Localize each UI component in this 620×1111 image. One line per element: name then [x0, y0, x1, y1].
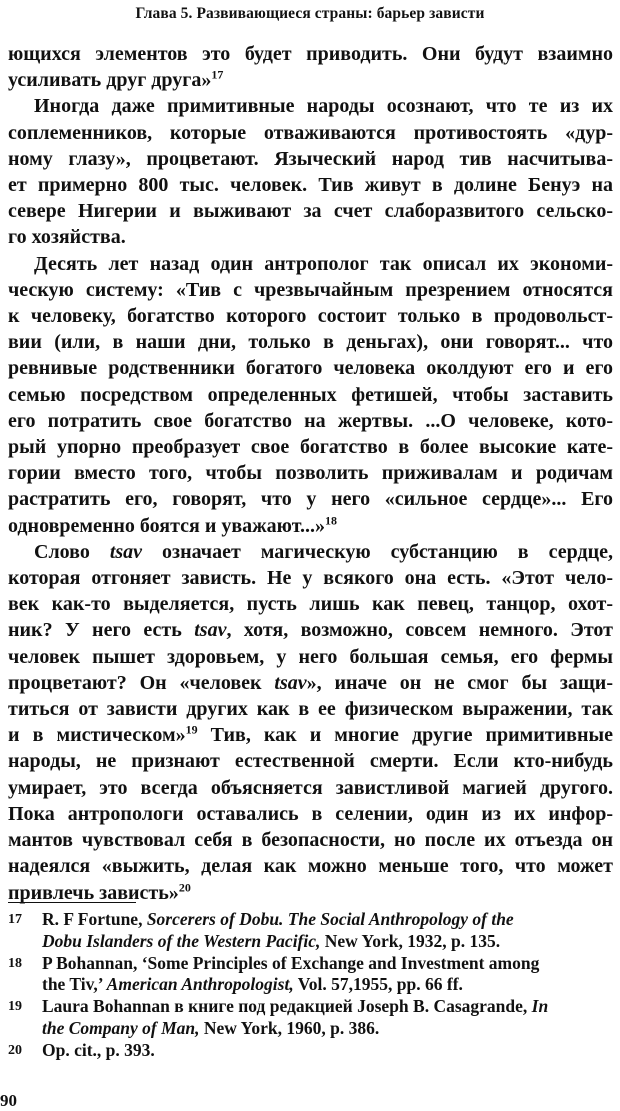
body-line-text: », иначе он не смог бы защи-: [306, 671, 613, 694]
body-line: титься от зависти других как в ее физическом выражении, так: [8, 698, 613, 721]
footnote-number: 20: [8, 1042, 22, 1058]
body-line-text: Слово: [34, 540, 110, 563]
page-number: 90: [0, 1091, 17, 1110]
body-line: [8, 670, 613, 696]
italic-term: tsav: [274, 671, 307, 694]
body-line: семью посредством определенных фетишей, чтобы заставить: [8, 383, 613, 406]
body-text: [8, 41, 613, 906]
body-line: народы, не признают естественной смерти. Если кто-нибудь: [8, 750, 613, 773]
footnote-ref-18: 18: [325, 513, 338, 527]
footnote-title: Sorcerers of Dobu. The Social Anthropology of the: [146, 909, 514, 929]
footnote-title: the Company of Man,: [42, 1017, 200, 1038]
body-line: [8, 513, 613, 539]
footnote-line: P Bohannan, ‘Some Principles of Exchange and Investment among: [42, 952, 540, 973]
footnote-line: [42, 1018, 613, 1040]
footnote-text: New York, 1932, p. 135.: [320, 930, 501, 951]
footnote-text: New York, 1960, p. 386.: [199, 1017, 380, 1038]
body-line: ревнивые родственники богатого человека околдуют его и его: [8, 357, 613, 380]
body-line: к человеку, богатство которого состоит только в продовольст-: [8, 305, 613, 328]
italic-term: tsav: [109, 540, 143, 563]
footnote-text: R. F Fortune,: [42, 909, 147, 929]
body-line: севере Нигерии и выживают за счет слаборазвитого сельско-: [8, 200, 613, 223]
body-line: Иногда даже примитивные народы осознают, что те из их: [34, 95, 613, 118]
footnote-19: [8, 996, 613, 1040]
footnote-number: 19: [8, 999, 22, 1015]
body-line: Пока антропологи оставались в селении, один из их инфор-: [8, 802, 613, 825]
footnote-line: [42, 974, 613, 996]
body-line: умирает, это всегда объясняется завистливой магией другого.: [8, 776, 613, 799]
footnote-title: In: [531, 996, 549, 1017]
body-line-text: усиливать друг друга»: [8, 69, 212, 92]
body-line: соплеменников, которые отваживаются противостоять «дур-: [8, 121, 613, 144]
footnote-line: [42, 909, 613, 931]
footnote-ref-20: 20: [178, 879, 191, 894]
footnotes: [8, 909, 613, 1062]
body-line-text: означает магическую субстанцию в сердце,: [142, 540, 613, 563]
running-head: Глава 5. Развивающиеся страны: барьер зависти: [135, 5, 485, 22]
body-line: которая отгоняет зависть. Не у всякого она есть. «Этот чело-: [8, 567, 613, 590]
body-line: ному глазу», процветают. Языческий народ тив насчитыва-: [8, 147, 613, 170]
body-line: рый упорно преобразует свое богатство в более высокие кате-: [8, 436, 613, 459]
body-line: ческую систему: «Тив с чрезвычайным презрением относятся: [8, 278, 613, 301]
body-line: [8, 67, 613, 93]
footnote-17: [8, 909, 613, 953]
body-line: человек пышет здоровьем, у него большая семья, его фермы: [8, 645, 613, 668]
body-line-text: Тив, как и многие другие примитивные: [197, 724, 613, 747]
footnote-text: Vol. 57,1955, pp. 66 ff.: [293, 974, 463, 995]
footnote-title: Dobu Islanders of the Western Pacific,: [42, 930, 321, 951]
footnote-ref-17: 17: [211, 67, 224, 82]
italic-term: tsav: [194, 619, 227, 642]
body-line: век как-то выделяется, пусть лишь как певец, танцор, охот-: [8, 593, 613, 616]
footnote-line: [42, 931, 613, 953]
footnote-18: [8, 953, 613, 997]
footnote-number: 17: [8, 912, 22, 927]
body-line: вии (или, в наши дни, только в деньгах), они говорят... что: [8, 331, 613, 354]
footnote-line: Op. cit., p. 393.: [42, 1039, 155, 1060]
body-line-text: ник? У него есть: [8, 619, 195, 642]
body-line: ющихся элементов это будет приводить. Они будут взаимно: [8, 43, 613, 65]
body-line-text: привлечь зависть»: [8, 881, 179, 904]
body-line-text: процветают? Он «человек: [8, 671, 275, 694]
body-line-text: и в мистическом»: [8, 724, 186, 747]
footnote-divider: [8, 902, 136, 903]
footnote-title: American Anthropologist,: [106, 974, 294, 995]
body-line: го хозяйства.: [8, 226, 126, 249]
body-line-text: одновременно боятся и уважают...»: [8, 514, 326, 537]
body-line: [8, 617, 613, 643]
body-line: [8, 722, 613, 748]
footnote-line: [42, 996, 613, 1018]
footnote-number: 18: [8, 955, 22, 971]
footnote-20: [8, 1040, 613, 1062]
body-line: Десять лет назад один антрополог так описал их экономи-: [34, 252, 613, 275]
body-line: [8, 539, 613, 565]
body-line: мантов чувствовал себя в безопасности, но после их отъезда он: [8, 829, 613, 852]
body-line: растратить его, говорят, что у него «сильное сердце»... Его: [8, 488, 613, 511]
footnote-text: the Tiv,’: [42, 974, 107, 995]
body-line: ет примерно 800 тыс. человек. Тив живут в долине Бенуэ на: [8, 174, 613, 197]
body-line: его потратить свое богатство на жертвы. ...О человеке, кото-: [8, 409, 613, 432]
footnote-text: Laura Bohannan в книге под редакцией Joseph B. Casagrande,: [42, 996, 532, 1017]
body-line: гории вместо того, чтобы позволить приживалам и родичам: [8, 462, 613, 485]
footnote-ref-19: 19: [185, 722, 198, 737]
body-line-text: , хотя, возможно, совсем немного. Этот: [226, 619, 613, 642]
body-line: надеялся «выжить, делая как можно меньше того, что может: [8, 855, 613, 878]
